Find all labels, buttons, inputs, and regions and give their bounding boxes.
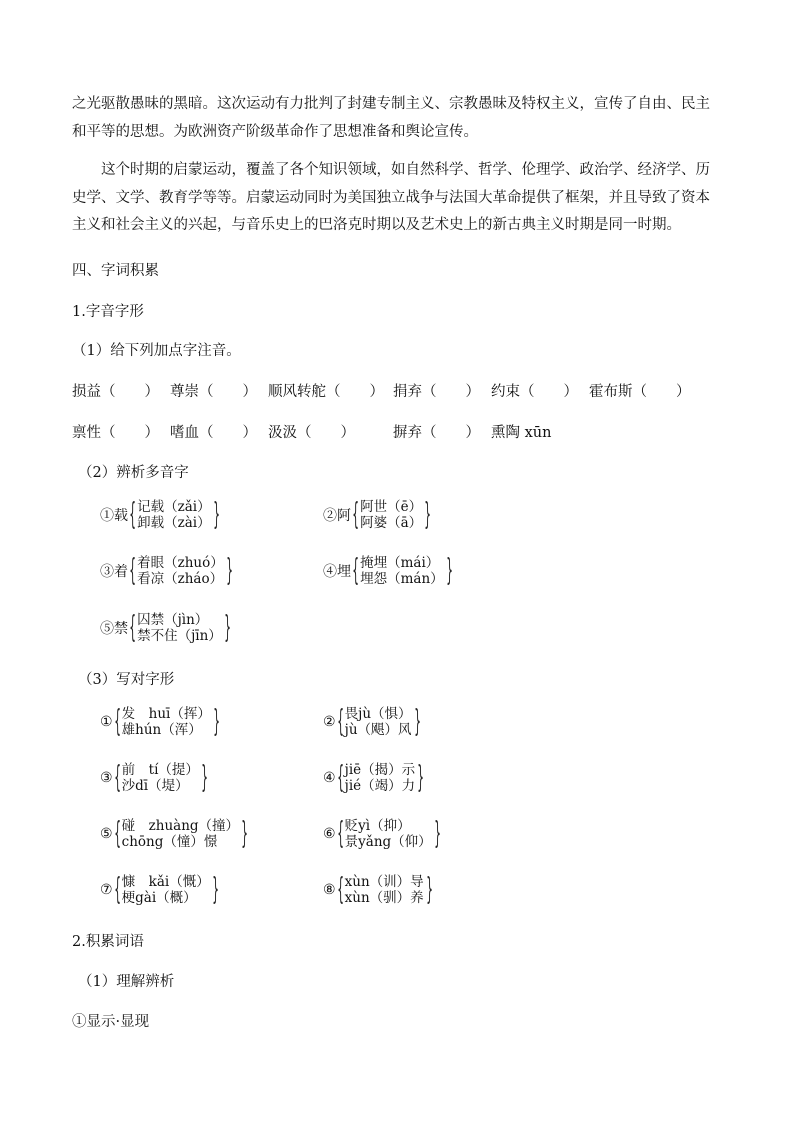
blank-item: 摒弃（ ） (393, 425, 480, 441)
glyph-group: ②{ 畏jù（惧） jù（飓）风 } (323, 704, 421, 739)
glyph-group: ①{ 发 huī（挥） 雄hún（浑） } (100, 704, 220, 739)
polyphone-group: ③着{ 着眼（zhuó） 看凉（zháo） } (100, 553, 233, 588)
blank-item: 尊崇（ ） (170, 384, 257, 400)
blank-item: 霍布斯（ ） (589, 384, 691, 400)
glyph-group: ⑤{ 碰 zhuàng（撞） chōng（憧）憬 } (100, 816, 248, 851)
intro-paragraph-1: 之光驱散愚昧的黑暗。这次运动有力批判了封建专制主义、宗教愚昧及特权主义，宣传了自由、民主和平等的思想。为欧洲资产阶级革命作了思想准备和舆论宣传。 (72, 96, 710, 140)
glyph-group: ③{ 前 tí（提） 沙dī（堤） } (100, 760, 208, 795)
glyph-group: ⑧{ xùn（训）导 xùn（驯）养 } (323, 872, 433, 907)
glyph-group: ⑥{ 贬yì（抑） 景yǎng（仰） } (323, 816, 441, 851)
subsection-2-question-1: （1）理解辨析 (78, 974, 175, 990)
blank-item: 捐弃（ ） (393, 384, 480, 400)
blank-item: 汲汲（ ） (268, 425, 355, 441)
section-4-title: 四、字词积累 (72, 263, 159, 279)
blank-item: 约束（ ） (491, 384, 578, 400)
subsection-2-title: 2.积累词语 (72, 934, 144, 950)
question-2-prompt: （2）辨析多音字 (78, 465, 189, 481)
blank-item: 嗜血（ ） (170, 425, 257, 441)
blank-item: 顺风转舵（ ） (268, 384, 384, 400)
question-3-prompt: （3）写对字形 (78, 672, 175, 688)
polyphone-group: ①载{ 记载（zǎi） 卸载（zài） } (100, 497, 220, 532)
polyphone-group: ④埋{ 掩埋（mái） 埋怨（mán） } (323, 553, 453, 588)
intro-paragraph-2: 这个时期的启蒙运动，覆盖了各个知识领域，如自然科学、哲学、伦理学、政治学、经济学、历史学、文学、教育学等等。启蒙运动同时为美国独立战争与法国大革命提供了框架，并且导致了资本主义和社会主义的兴起，与音乐史上的巴洛克时期以及艺术史上的新古典主义时期是同一时期。 (72, 162, 710, 233)
question-1-prompt: （1）给下列加点字注音。 (72, 343, 241, 359)
polyphone-group: ②阿{ 阿世（ē） 阿婆（ā） } (323, 497, 432, 532)
word-pair-item: ①显示·显现 (72, 1014, 150, 1030)
glyph-group: ④{ jiē（揭）示 jié（竭）力 } (323, 760, 425, 795)
blank-item: 熏陶 xūn (491, 425, 552, 441)
blank-item: 损益（ ） (72, 384, 159, 400)
glyph-group: ⑦{ 慷 kǎi（慨） 梗gài（概） } (100, 872, 219, 907)
subsection-1-title: 1.字音字形 (72, 304, 144, 320)
polyphone-group: ⑤禁{ 囚禁（jìn） 禁不住（jīn） } (100, 610, 231, 645)
blank-item: 禀性（ ） (72, 425, 159, 441)
